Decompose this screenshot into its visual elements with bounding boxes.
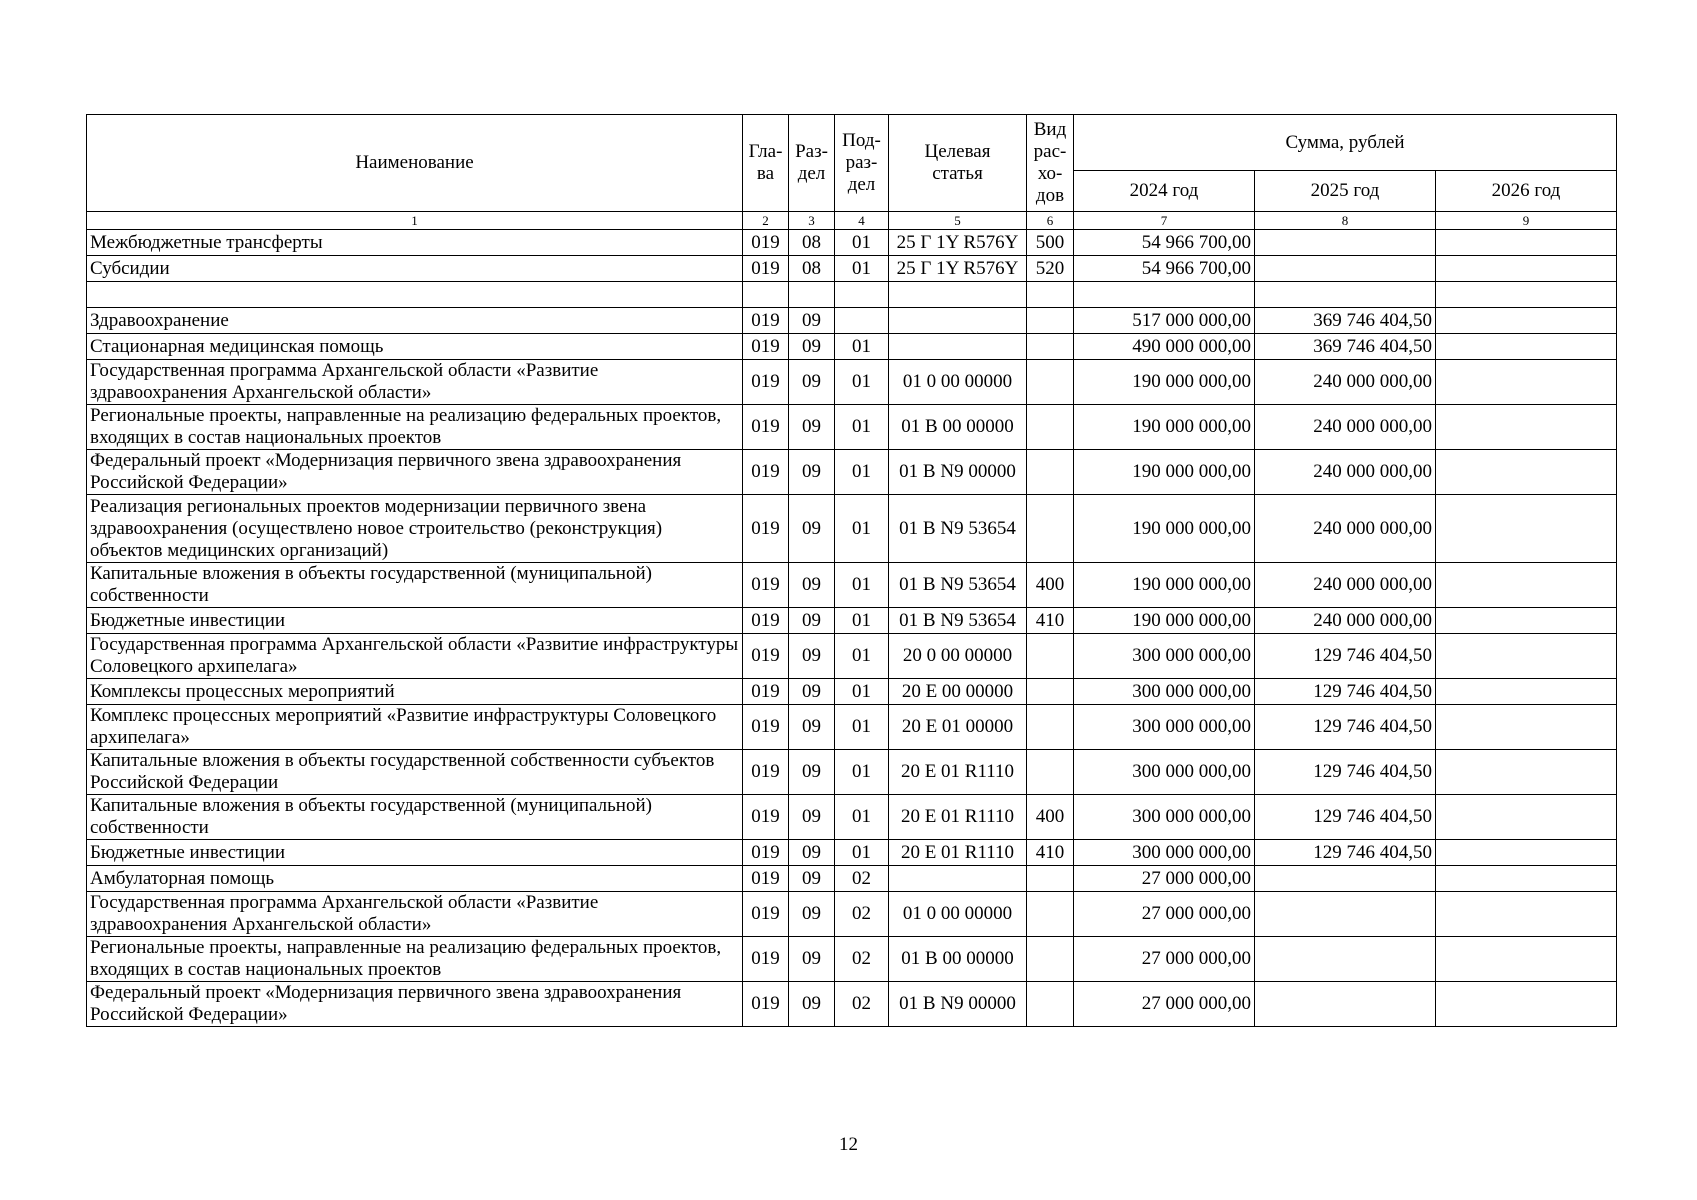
row-glava: 019	[743, 563, 789, 608]
row-2026	[1436, 750, 1617, 795]
row-name: Федеральный проект «Модернизация первичного звена здравоохранения Российской Федерации»	[87, 450, 743, 495]
row-glava: 019	[743, 608, 789, 634]
row-podrazdel: 02	[835, 937, 889, 982]
table-row	[87, 866, 1617, 892]
table-row	[87, 405, 1617, 450]
header-podrazdel-text: Под- раз- дел	[842, 130, 881, 195]
table-row	[87, 334, 1617, 360]
row-cs	[889, 308, 1027, 334]
table-row	[87, 495, 1617, 563]
row-podrazdel: 01	[835, 230, 889, 256]
row-2024: 27 000 000,00	[1074, 982, 1255, 1027]
row-2024: 54 966 700,00	[1074, 230, 1255, 256]
row-glava: 019	[743, 405, 789, 450]
row-name: Капитальные вложения в объекты государственной (муниципальной) собственности	[87, 795, 743, 840]
row-glava: 019	[743, 795, 789, 840]
row-name: Капитальные вложения в объекты государственной собственности субъектов Российской Федерации	[87, 750, 743, 795]
table-row	[87, 795, 1617, 840]
table-row	[87, 679, 1617, 705]
row-cs: 20 Е 00 00000	[889, 679, 1027, 705]
row-glava: 019	[743, 360, 789, 405]
row-2024: 190 000 000,00	[1074, 450, 1255, 495]
header-2024: 2024 год	[1074, 171, 1255, 212]
row-2025	[1255, 937, 1436, 982]
column-number: 5	[889, 212, 1027, 230]
row-name: Капитальные вложения в объекты государственной (муниципальной) собственности	[87, 563, 743, 608]
row-vr	[1027, 405, 1074, 450]
row-cs: 01 В N9 00000	[889, 450, 1027, 495]
page-number: 12	[839, 1134, 858, 1155]
row-glava: 019	[743, 308, 789, 334]
row-cs: 01 В N9 00000	[889, 982, 1027, 1027]
table-row	[87, 937, 1617, 982]
column-number: 3	[789, 212, 835, 230]
row-2024: 517 000 000,00	[1074, 308, 1255, 334]
header-vid-text: Вид рас- хо- дов	[1033, 119, 1067, 206]
row-2026	[1436, 937, 1617, 982]
row-2025: 240 000 000,00	[1255, 608, 1436, 634]
row-podrazdel: 01	[835, 750, 889, 795]
header-vid	[1027, 115, 1074, 212]
header-razdel	[789, 115, 835, 212]
row-2024	[1074, 282, 1255, 308]
row-podrazdel: 01	[835, 360, 889, 405]
row-2024: 27 000 000,00	[1074, 892, 1255, 937]
row-glava	[743, 282, 789, 308]
header-celevaya-text: Целевая статья	[924, 141, 991, 184]
row-podrazdel: 01	[835, 334, 889, 360]
table-row	[87, 750, 1617, 795]
column-number: 6	[1027, 212, 1074, 230]
row-name: Региональные проекты, направленные на реализацию федеральных проектов, входящих в состав национальных проектов	[87, 405, 743, 450]
row-name: Федеральный проект «Модернизация первичного звена здравоохранения Российской Федерации»	[87, 982, 743, 1027]
row-2024: 190 000 000,00	[1074, 405, 1255, 450]
row-2026	[1436, 563, 1617, 608]
table-row	[87, 892, 1617, 937]
row-glava: 019	[743, 705, 789, 750]
row-2026	[1436, 495, 1617, 563]
row-cs: 20 0 00 00000	[889, 634, 1027, 679]
row-glava: 019	[743, 750, 789, 795]
budget-table	[86, 114, 1617, 1027]
row-2026	[1436, 308, 1617, 334]
row-vr	[1027, 360, 1074, 405]
row-glava: 019	[743, 256, 789, 282]
row-cs: 20 Е 01 00000	[889, 705, 1027, 750]
row-2026	[1436, 360, 1617, 405]
row-razdel: 09	[789, 982, 835, 1027]
row-podrazdel: 01	[835, 795, 889, 840]
row-razdel: 09	[789, 866, 835, 892]
row-cs	[889, 282, 1027, 308]
row-vr: 520	[1027, 256, 1074, 282]
row-razdel: 09	[789, 563, 835, 608]
table-row	[87, 608, 1617, 634]
row-vr	[1027, 450, 1074, 495]
row-2026	[1436, 866, 1617, 892]
row-2025: 240 000 000,00	[1255, 563, 1436, 608]
row-2026	[1436, 282, 1617, 308]
row-name: Субсидии	[87, 256, 743, 282]
row-vr	[1027, 679, 1074, 705]
table-row-blank	[87, 282, 1617, 308]
row-name: Государственная программа Архангельской области «Развитие здравоохранения Архангельской области»	[87, 360, 743, 405]
row-razdel: 09	[789, 405, 835, 450]
row-2026	[1436, 334, 1617, 360]
row-razdel: 09	[789, 795, 835, 840]
column-number: 2	[743, 212, 789, 230]
row-2025: 129 746 404,50	[1255, 634, 1436, 679]
row-glava: 019	[743, 679, 789, 705]
row-razdel: 09	[789, 360, 835, 405]
row-podrazdel: 01	[835, 705, 889, 750]
row-name: Реализация региональных проектов модернизации первичного звена здравоохранения (осуществлено новое строительство (реконструкция) объектов медицинских организаций)	[87, 495, 743, 563]
row-vr: 500	[1027, 230, 1074, 256]
row-cs	[889, 866, 1027, 892]
column-number: 9	[1436, 212, 1617, 230]
header-2025: 2025 год	[1255, 171, 1436, 212]
table-row	[87, 982, 1617, 1027]
row-name: Комплекс процессных мероприятий «Развитие инфраструктуры Соловецкого архипелага»	[87, 705, 743, 750]
row-podrazdel: 01	[835, 405, 889, 450]
row-name: Амбулаторная помощь	[87, 866, 743, 892]
row-podrazdel: 02	[835, 982, 889, 1027]
row-2024: 300 000 000,00	[1074, 750, 1255, 795]
row-2025: 129 746 404,50	[1255, 705, 1436, 750]
row-cs: 01 В 00 00000	[889, 937, 1027, 982]
row-glava: 019	[743, 892, 789, 937]
row-razdel: 09	[789, 608, 835, 634]
column-number: 8	[1255, 212, 1436, 230]
row-2026	[1436, 892, 1617, 937]
row-2024: 190 000 000,00	[1074, 495, 1255, 563]
row-2026	[1436, 230, 1617, 256]
row-2026	[1436, 608, 1617, 634]
row-razdel: 08	[789, 256, 835, 282]
table-row	[87, 308, 1617, 334]
row-vr	[1027, 705, 1074, 750]
column-numbers-row	[87, 212, 1617, 230]
row-vr	[1027, 334, 1074, 360]
row-podrazdel: 01	[835, 634, 889, 679]
row-cs	[889, 334, 1027, 360]
row-podrazdel	[835, 282, 889, 308]
row-2026	[1436, 679, 1617, 705]
row-vr	[1027, 982, 1074, 1027]
header-2026: 2026 год	[1436, 171, 1617, 212]
row-vr: 400	[1027, 563, 1074, 608]
row-podrazdel: 02	[835, 892, 889, 937]
row-podrazdel: 01	[835, 563, 889, 608]
header-celevaya	[889, 115, 1027, 212]
table-row	[87, 360, 1617, 405]
row-name: Комплексы процессных мероприятий	[87, 679, 743, 705]
row-vr	[1027, 937, 1074, 982]
header-razdel-text: Раз- дел	[795, 141, 828, 184]
column-number: 4	[835, 212, 889, 230]
row-2026	[1436, 705, 1617, 750]
table-row	[87, 230, 1617, 256]
row-vr: 410	[1027, 840, 1074, 866]
row-2025: 129 746 404,50	[1255, 840, 1436, 866]
header-glava	[743, 115, 789, 212]
row-2025	[1255, 256, 1436, 282]
row-2024: 300 000 000,00	[1074, 840, 1255, 866]
row-2025: 369 746 404,50	[1255, 334, 1436, 360]
row-razdel: 09	[789, 840, 835, 866]
row-2024: 190 000 000,00	[1074, 360, 1255, 405]
row-2024: 490 000 000,00	[1074, 334, 1255, 360]
row-2025: 129 746 404,50	[1255, 679, 1436, 705]
row-cs: 20 Е 01 R1110	[889, 750, 1027, 795]
row-2026	[1436, 405, 1617, 450]
row-2025: 369 746 404,50	[1255, 308, 1436, 334]
row-2025: 129 746 404,50	[1255, 795, 1436, 840]
row-razdel: 09	[789, 750, 835, 795]
row-vr	[1027, 495, 1074, 563]
row-glava: 019	[743, 334, 789, 360]
row-2026	[1436, 840, 1617, 866]
row-razdel: 09	[789, 892, 835, 937]
row-2026	[1436, 634, 1617, 679]
row-vr	[1027, 282, 1074, 308]
row-2024: 300 000 000,00	[1074, 795, 1255, 840]
header-summa: Сумма, рублей	[1074, 115, 1617, 171]
row-name: Здравоохранение	[87, 308, 743, 334]
row-2025	[1255, 982, 1436, 1027]
table-row	[87, 256, 1617, 282]
row-podrazdel: 01	[835, 840, 889, 866]
row-vr	[1027, 750, 1074, 795]
row-glava: 019	[743, 982, 789, 1027]
row-vr	[1027, 892, 1074, 937]
row-vr: 400	[1027, 795, 1074, 840]
table-row	[87, 840, 1617, 866]
column-number: 1	[87, 212, 743, 230]
row-name: Бюджетные инвестиции	[87, 608, 743, 634]
header-name: Наименование	[87, 115, 743, 212]
table-row	[87, 563, 1617, 608]
row-2024: 27 000 000,00	[1074, 937, 1255, 982]
row-glava: 019	[743, 840, 789, 866]
row-glava: 019	[743, 230, 789, 256]
row-2025: 240 000 000,00	[1255, 495, 1436, 563]
table-row	[87, 450, 1617, 495]
row-cs: 25 Г 1Y R576Y	[889, 256, 1027, 282]
row-2026	[1436, 795, 1617, 840]
row-razdel: 09	[789, 705, 835, 750]
row-name: Бюджетные инвестиции	[87, 840, 743, 866]
row-podrazdel: 01	[835, 495, 889, 563]
row-glava: 019	[743, 866, 789, 892]
row-podrazdel: 01	[835, 450, 889, 495]
row-cs: 25 Г 1Y R576Y	[889, 230, 1027, 256]
row-2025	[1255, 866, 1436, 892]
row-2024: 300 000 000,00	[1074, 634, 1255, 679]
row-2026	[1436, 256, 1617, 282]
row-razdel: 09	[789, 308, 835, 334]
row-podrazdel: 01	[835, 256, 889, 282]
row-podrazdel: 01	[835, 679, 889, 705]
row-2024: 190 000 000,00	[1074, 563, 1255, 608]
row-2025: 240 000 000,00	[1255, 360, 1436, 405]
table-row	[87, 634, 1617, 679]
row-cs: 01 В N9 53654	[889, 608, 1027, 634]
row-cs: 01 0 00 00000	[889, 360, 1027, 405]
row-vr	[1027, 866, 1074, 892]
row-2024: 27 000 000,00	[1074, 866, 1255, 892]
row-cs: 20 Е 01 R1110	[889, 795, 1027, 840]
row-glava: 019	[743, 495, 789, 563]
row-2024: 300 000 000,00	[1074, 679, 1255, 705]
row-name	[87, 282, 743, 308]
row-glava: 019	[743, 450, 789, 495]
row-2025: 129 746 404,50	[1255, 750, 1436, 795]
row-2025: 240 000 000,00	[1255, 450, 1436, 495]
row-razdel: 09	[789, 937, 835, 982]
row-2024: 190 000 000,00	[1074, 608, 1255, 634]
row-cs: 01 В 00 00000	[889, 405, 1027, 450]
row-2025	[1255, 892, 1436, 937]
row-razdel: 09	[789, 495, 835, 563]
row-razdel: 09	[789, 450, 835, 495]
row-cs: 01 0 00 00000	[889, 892, 1027, 937]
row-2025	[1255, 282, 1436, 308]
row-name: Стационарная медицинская помощь	[87, 334, 743, 360]
row-2026	[1436, 982, 1617, 1027]
row-glava: 019	[743, 937, 789, 982]
row-name: Межбюджетные трансферты	[87, 230, 743, 256]
row-razdel: 09	[789, 634, 835, 679]
header-glava-text: Гла- ва	[748, 141, 783, 184]
row-cs: 01 В N9 53654	[889, 495, 1027, 563]
row-razdel	[789, 282, 835, 308]
row-name: Государственная программа Архангельской области «Развитие здравоохранения Архангельской области»	[87, 892, 743, 937]
row-name: Государственная программа Архангельской области «Развитие инфраструктуры Соловецкого архипелага»	[87, 634, 743, 679]
row-podrazdel: 02	[835, 866, 889, 892]
row-2024: 300 000 000,00	[1074, 705, 1255, 750]
row-name: Региональные проекты, направленные на реализацию федеральных проектов, входящих в состав национальных проектов	[87, 937, 743, 982]
row-vr: 410	[1027, 608, 1074, 634]
row-2025: 240 000 000,00	[1255, 405, 1436, 450]
row-cs: 20 Е 01 R1110	[889, 840, 1027, 866]
row-2024: 54 966 700,00	[1074, 256, 1255, 282]
row-cs: 01 В N9 53654	[889, 563, 1027, 608]
row-vr	[1027, 308, 1074, 334]
header-podrazdel	[835, 115, 889, 212]
table-row	[87, 705, 1617, 750]
row-glava: 019	[743, 634, 789, 679]
row-podrazdel	[835, 308, 889, 334]
row-2026	[1436, 450, 1617, 495]
row-podrazdel: 01	[835, 608, 889, 634]
row-razdel: 08	[789, 230, 835, 256]
row-vr	[1027, 634, 1074, 679]
column-number: 7	[1074, 212, 1255, 230]
row-razdel: 09	[789, 679, 835, 705]
row-razdel: 09	[789, 334, 835, 360]
row-2025	[1255, 230, 1436, 256]
